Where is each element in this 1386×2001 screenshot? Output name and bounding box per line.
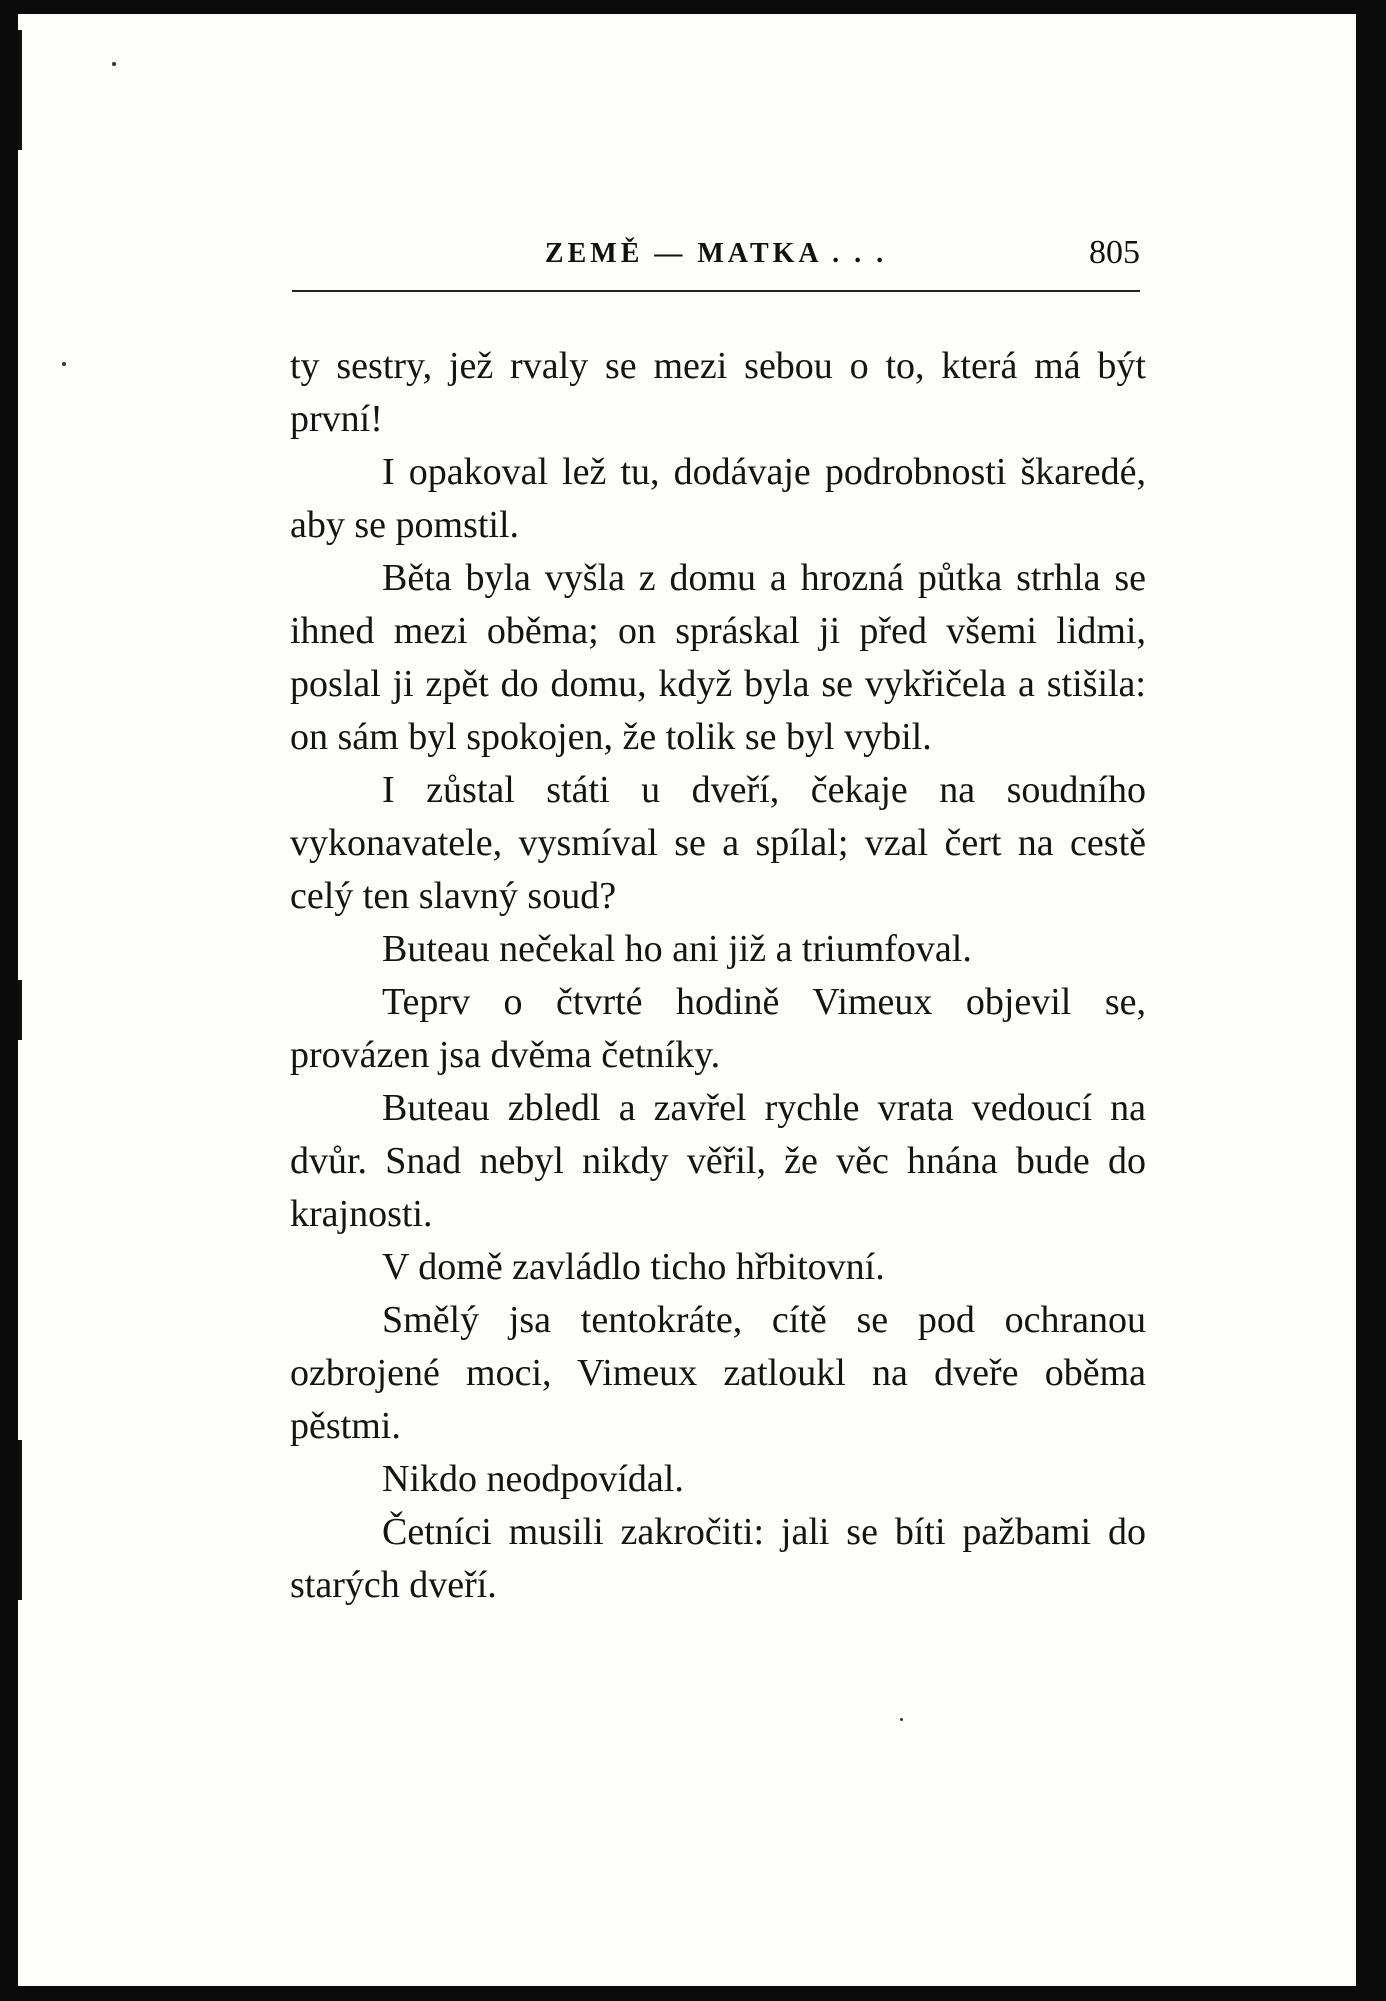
paragraph: Četníci musili zakročiti: jali se bíti pažbami do starých dveří. — [290, 1511, 1146, 1606]
paragraph: Buteau nečekal ho ani již a triumfoval. — [382, 928, 972, 970]
paragraph: Běta byla vyšla z domu a hrozná půtka strhla se ihned mezi oběma; on spráskal ji před všemi lidmi, poslal ji zpět do domu, když byla se vykřičela a stišila: on sám byl spokojen, že tolik se byl vybil. — [290, 557, 1146, 758]
binding-shadow — [18, 1440, 22, 1600]
header-rule — [292, 290, 1140, 292]
paragraph: Buteau zbledl a zavřel rychle vrata vedoucí na dvůr. Snad nebyl nikdy věřil, že věc hnána bude do krajnosti. — [290, 1087, 1146, 1235]
running-header — [292, 234, 1140, 288]
running-title: ZEMĚ — MATKA . . . — [544, 238, 888, 269]
page-number: 805 — [1089, 234, 1140, 271]
binding-shadow — [18, 980, 22, 1040]
binding-shadow — [18, 30, 22, 150]
paragraph: Nikdo neodpovídal. — [382, 1458, 684, 1500]
body-text — [290, 340, 1146, 1612]
paragraph: ty sestry, jež rvaly se mezi sebou o to, která má být první! — [290, 345, 1146, 440]
paragraph: Smělý jsa tentokráte, cítě se pod ochranou ozbrojené moci, Vimeux zatloukl na dveře oběma pěstmi. — [290, 1299, 1146, 1447]
paragraph: I opakoval lež tu, dodávaje podrobnosti škaredé, aby se pomstil. — [290, 451, 1146, 546]
paragraph: I zůstal státi u dveří, čekaje na soudního vykonavatele, vysmíval se a spílal; vzal čert na cestě celý ten slavný soud? — [290, 769, 1146, 917]
paragraph: V domě zavládlo ticho hřbitovní. — [382, 1246, 885, 1288]
paper-speck — [62, 362, 66, 366]
paper-speck — [112, 62, 116, 66]
paper-speck — [900, 1718, 903, 1721]
paragraph: Teprv o čtvrté hodině Vimeux objevil se, provázen jsa dvěma četníky. — [290, 981, 1146, 1076]
